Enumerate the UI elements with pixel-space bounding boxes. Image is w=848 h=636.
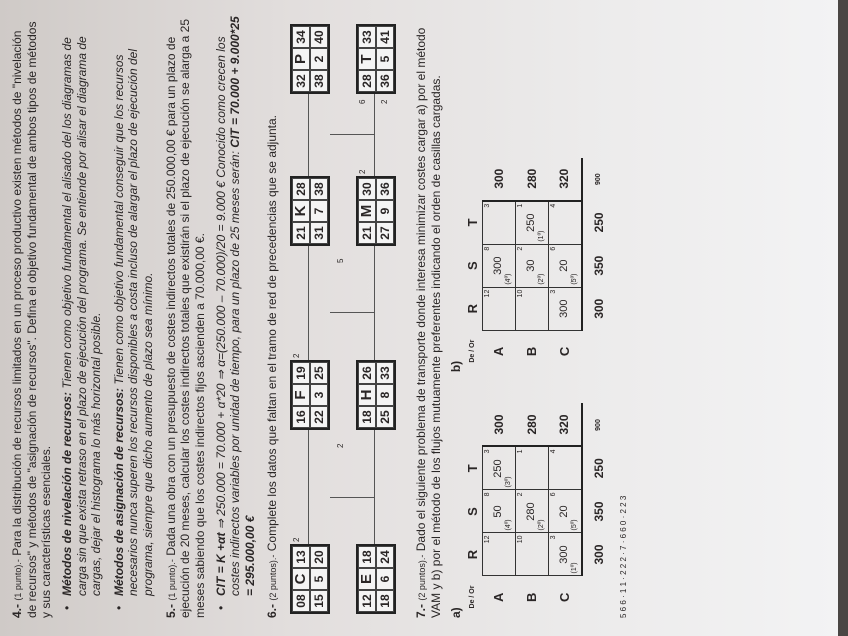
node-K-h: 7: [310, 200, 328, 222]
alloc: 300: [558, 299, 571, 318]
link-F-K: [308, 246, 309, 360]
node-E-d: 18: [358, 546, 376, 568]
node-E-ls: 18: [376, 590, 394, 612]
row-header: B: [523, 346, 539, 357]
q7-number: 7.-: [414, 603, 428, 618]
cost: 1: [516, 203, 524, 208]
link-F-M: [330, 312, 374, 313]
col-header: T: [464, 218, 480, 227]
demand: 300: [582, 287, 615, 330]
row-header: A: [490, 346, 506, 357]
node-K-d: 28: [292, 178, 310, 200]
demand: 300: [582, 533, 615, 576]
order: (4º): [505, 273, 513, 285]
node-P-act: P: [292, 48, 310, 70]
q4-b1-text: Tienen como objetivo fundamental el alisado del los diagramas de carga sin que exista retraso en el plazo de ejecución del programa. Se entiende por alisar el diagrama de cargas, dejar el histograma lo más horizontal posible.: [59, 36, 104, 596]
cell-B-R: [515, 533, 548, 576]
question-5: [164, 16, 208, 618]
node-E-act: E: [358, 568, 376, 590]
node-E: [356, 544, 396, 614]
q4-bullet-leveling: [60, 16, 104, 596]
question-6: [265, 16, 280, 618]
question-7: [414, 16, 443, 618]
corner-label: De / Or: [468, 585, 476, 609]
col-header: S: [464, 261, 480, 270]
row-header-empty: [582, 576, 615, 618]
node-K-es: 21: [292, 222, 310, 244]
node-K-act: K: [292, 200, 310, 222]
cell-C-T: [548, 447, 582, 491]
q7-text: Dado el siguiente problema de transporte donde interesa minimizar costes cargar a) por el método VAM y b) por el método de los flujos mutuamente preferentes indicando el orden de casillas cargadas.: [414, 27, 443, 618]
cell-A-S: [482, 244, 515, 287]
cost: 2: [516, 246, 524, 251]
supply: 300: [482, 404, 515, 447]
demand: 250: [582, 201, 615, 245]
transport-table-a: [449, 404, 615, 619]
order: (1º): [538, 230, 546, 242]
node-T-d: 33: [358, 26, 376, 48]
node-C: [290, 544, 330, 614]
cell-B-T: [515, 447, 548, 491]
cell-C-T: [548, 201, 582, 245]
cost: 6: [549, 246, 557, 251]
node-M-es: 21: [358, 222, 376, 244]
col-header: S: [464, 507, 480, 516]
supply: 320: [548, 158, 582, 201]
cost: 12: [483, 289, 491, 298]
link-K-P: [308, 94, 309, 176]
node-F-act: F: [292, 384, 310, 406]
node-F-h: 3: [310, 384, 328, 406]
cell-B-S: [515, 490, 548, 533]
q5-answer: [214, 16, 258, 596]
node-H-d: 26: [358, 362, 376, 384]
cost: 3: [483, 449, 491, 454]
vam-penalties: [619, 16, 629, 618]
q4-b1-title: Métodos de nivelación de recursos:: [59, 391, 74, 596]
cost: 4: [549, 203, 557, 208]
table-a-label: a): [449, 607, 464, 618]
node-F-es: 16: [292, 406, 310, 428]
col-header: R: [464, 303, 480, 314]
order: (4º): [505, 519, 513, 531]
node-P-ls: 38: [310, 70, 328, 92]
node-F-ls: 22: [310, 406, 328, 428]
demand: 350: [582, 244, 615, 287]
col-header: T: [464, 464, 480, 473]
link-K-T: [330, 134, 374, 135]
cost: 4: [549, 449, 557, 454]
cell-C-S: [548, 490, 582, 533]
node-M-ls: 27: [376, 222, 394, 244]
alloc: 20: [558, 259, 571, 272]
node-M-act: M: [358, 200, 376, 222]
node-H-h: 8: [376, 384, 394, 406]
link-E-H: [374, 430, 375, 544]
order: (2º): [538, 273, 546, 285]
node-T-es: 28: [358, 70, 376, 92]
transport-table-b: [449, 158, 615, 373]
alloc: 300: [558, 545, 571, 564]
node-M-h: 9: [376, 200, 394, 222]
link-C-H: [330, 497, 374, 498]
table-b-label: b): [449, 360, 464, 373]
cell-C-R: [548, 533, 582, 576]
q5-number: 5.-: [163, 603, 178, 618]
q5-formula: CIT = K +αt: [213, 532, 228, 596]
node-P: [290, 24, 330, 94]
cost: 3: [549, 535, 557, 540]
node-K-lf: 38: [310, 178, 328, 200]
q4-number: 4.-: [10, 603, 24, 618]
cell-A-S: [482, 490, 515, 533]
demand: 250: [582, 447, 615, 491]
cost: 8: [483, 492, 491, 497]
cell-C-R: [548, 287, 582, 330]
supply: 280: [515, 158, 548, 201]
node-H: [356, 360, 396, 430]
node-C-act: C: [292, 568, 310, 590]
alloc: 50: [492, 505, 505, 518]
node-K-ls: 31: [310, 222, 328, 244]
cost: 10: [516, 289, 524, 298]
q5-answer-text: ⇒ 250.000 = 70.000 + α*20 ⇒ α=(250.000 – 70.000)/20 = 9.000 € Conocido como crecen los costes indirectos variables por unidad de tiempo, para un plazo de 25 meses serán:: [213, 36, 243, 596]
supply: 300: [482, 158, 515, 201]
node-C-ls: 15: [310, 590, 328, 612]
node-M-d: 30: [358, 178, 376, 200]
alloc: 280: [525, 502, 538, 521]
col-header: R: [464, 549, 480, 560]
row-header: C: [557, 592, 573, 602]
link-label: 2: [336, 443, 345, 448]
node-T: [356, 24, 396, 94]
row-header: C: [557, 346, 573, 357]
node-M-lf: 36: [376, 178, 394, 200]
cost: 12: [483, 535, 491, 544]
row-header: A: [490, 592, 506, 602]
node-E-es: 12: [358, 590, 376, 612]
link-label: 2: [380, 99, 389, 104]
order: (5º): [571, 519, 579, 531]
col-header-empty: [464, 404, 483, 447]
alloc: 20: [558, 505, 571, 518]
link-label: 2: [292, 537, 301, 542]
node-F-lf: 25: [310, 362, 328, 384]
node-T-ls: 36: [376, 70, 394, 92]
order: (3º): [505, 476, 513, 488]
precedence-network: [286, 16, 404, 618]
supply: 280: [515, 404, 548, 447]
alloc: 250: [492, 459, 505, 478]
cost: 8: [483, 246, 491, 251]
corner-label: De / Or: [468, 339, 476, 363]
node-T-act: T: [358, 48, 376, 70]
col-header-empty: [464, 158, 483, 201]
link-label: 5: [336, 258, 345, 263]
q6-number: 6.-: [265, 603, 280, 618]
node-C-lf: 20: [310, 546, 328, 568]
row-header: B: [523, 592, 539, 602]
cost: 3: [549, 289, 557, 294]
order: (1º): [571, 562, 579, 574]
cell-A-T: [482, 447, 515, 491]
node-K: [290, 176, 330, 246]
cell-C-S: [548, 244, 582, 287]
link-label: 2: [358, 169, 367, 174]
alloc: 30: [525, 259, 538, 272]
cost: 6: [549, 492, 557, 497]
link-M-T: [374, 94, 375, 176]
node-T-h: 5: [376, 48, 394, 70]
question-4: [10, 16, 54, 618]
link-C-F: [308, 430, 309, 544]
node-F-d: 19: [292, 362, 310, 384]
demand: 350: [582, 490, 615, 533]
node-T-lf: 41: [376, 26, 394, 48]
q5-text: Dada una obra con un presupuesto de costes indirectos totales de 250.000,00 € para un plazo de ejecución de 20 meses, calcular los costes indirectos totales que existirán si el plazo de ejecución se alarga a 25 meses sabiendo que los costes indirectos fijos ascienden a 70.000,00 €.: [163, 18, 207, 618]
q6-points: (2 puntos).-: [268, 554, 279, 601]
node-H-es: 18: [358, 406, 376, 428]
q4-b2-text: Tienen como objetivo fundamental conseguir que los recursos necesarios nunca superen los recursos disponibles a costa incluso de alargar el plazo de ejecución del programa, siempre que dicho aumento de plazo sea mínimo.: [111, 49, 155, 596]
row-header-empty: [582, 330, 615, 372]
alloc: 250: [525, 213, 538, 232]
node-H-lf: 33: [376, 362, 394, 384]
q4-points: (1 punto).-: [13, 559, 23, 601]
transport-tables: [449, 16, 615, 618]
node-F: [290, 360, 330, 430]
alloc: 300: [492, 256, 505, 275]
supply: 320: [548, 404, 582, 447]
q7-points: (2 puntos).-: [417, 554, 427, 601]
node-H-ls: 25: [376, 406, 394, 428]
link-H-M: [374, 246, 375, 360]
q6-text: Complete los datos que faltan en el tramo de red de precedencias que se adjunta.: [265, 114, 280, 552]
q4-bullet-allocation: [112, 16, 156, 596]
cost: 3: [483, 203, 491, 208]
cost: 2: [516, 492, 524, 497]
order: (2º): [538, 519, 546, 531]
cell-B-T: [515, 201, 548, 245]
cell-A-R: [482, 533, 515, 576]
node-P-d: 34: [292, 26, 310, 48]
cost: 1: [516, 449, 524, 454]
node-P-es: 32: [292, 70, 310, 92]
node-C-d: 13: [292, 546, 310, 568]
node-E-lf: 24: [376, 546, 394, 568]
node-E-h: 6: [376, 568, 394, 590]
q5-points: (1 punto).-: [166, 559, 177, 601]
node-C-es: 08: [292, 590, 310, 612]
total: 900: [582, 404, 615, 447]
cell-B-S: [515, 244, 548, 287]
penalty-notes: 5 6 6 · 1 1 · 2 2 2 · 7 · 6 6 0 · 2 2 3: [618, 495, 628, 618]
order: (5º): [571, 273, 579, 285]
node-P-h: 2: [310, 48, 328, 70]
node-P-lf: 40: [310, 26, 328, 48]
node-C-h: 5: [310, 568, 328, 590]
q4-b2-title: Métodos de asignación de recursos:: [111, 387, 126, 596]
node-M: [356, 176, 396, 246]
link-label: 6: [358, 99, 367, 104]
node-H-act: H: [358, 384, 376, 406]
cell-B-R: [515, 287, 548, 330]
cell-A-R: [482, 287, 515, 330]
link-label: 2: [292, 353, 301, 358]
q4-text: Para la distribución de recursos limitados en un proceso productivo existen métodos de "nivelación de recursos" y métodos de "asignación de recursos". Defina el objetivo fundamental de ambos tipos de métodos y sus características esenciales.: [10, 21, 54, 618]
cell-A-T: [482, 201, 515, 245]
q5-result: CIT = 70.000 + 9.000*25 = 295.000,00 €: [228, 16, 257, 596]
total: 900: [582, 158, 615, 201]
cost: 10: [516, 535, 524, 544]
